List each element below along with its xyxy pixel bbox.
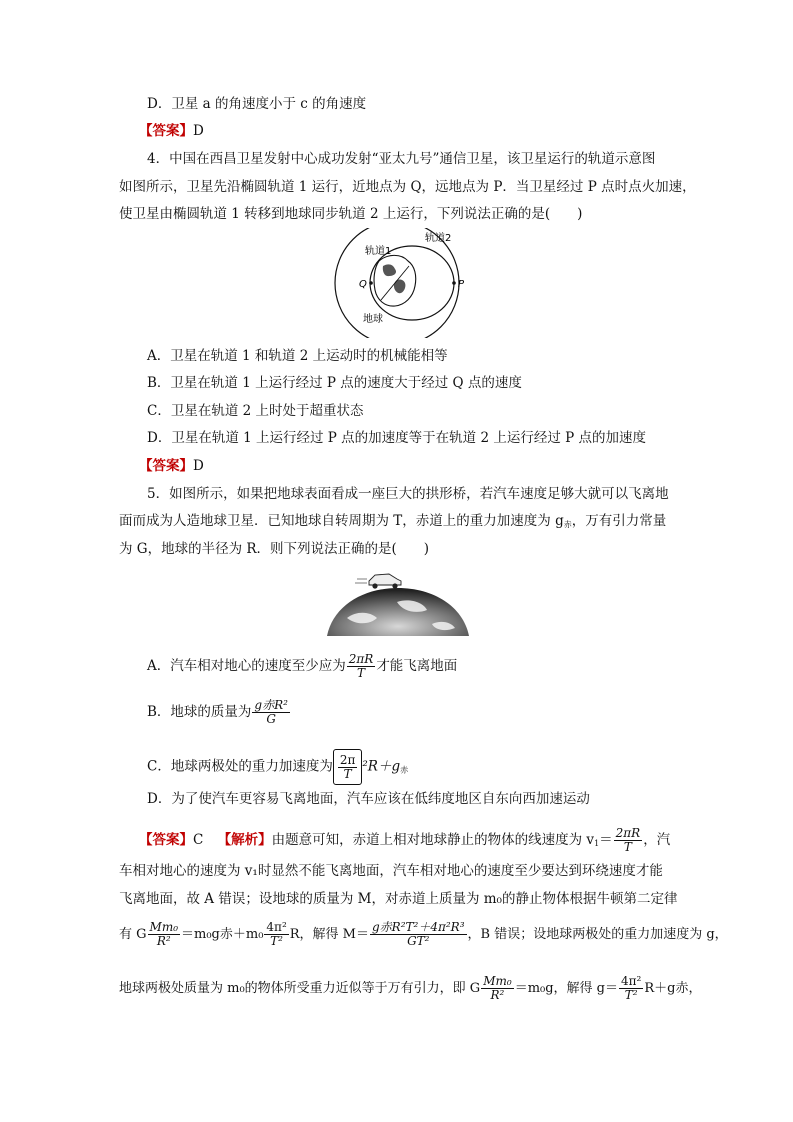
q5-option-b (147, 697, 291, 727)
orbit-2-label: 轨道2 (425, 233, 452, 244)
analysis-text: ＝m₀g赤＋m₀ (181, 927, 264, 942)
fraction-denominator: T² (270, 934, 283, 948)
q3-answer-line (139, 122, 204, 140)
fraction-numerator: 2πR (615, 826, 641, 840)
fraction (338, 754, 358, 781)
q5-stem-line-1: 5．如图所示，如果把地球表面看成一座巨大的拱形桥，若汽车速度足够大就可以飞离地 (147, 486, 669, 502)
paren-group (333, 749, 363, 785)
fraction-numerator: g赤R²T²＋4π²R³ (372, 920, 465, 934)
fraction (370, 921, 467, 948)
fraction-numerator: g赤R² (254, 698, 288, 712)
q4-option-d: D．卫星在轨道 1 上运行经过 P 点的加速度等于在轨道 2 上运行经过 P 点的加速度 (147, 430, 646, 446)
q5-stem-line-3: 为 G，地球的半径为 R．则下列说法正确的是( ) (119, 541, 430, 557)
fraction (614, 827, 643, 854)
fraction-denominator: T (623, 840, 632, 854)
q4-stem-line-3: 使卫星由椭圆轨道 1 转移到地球同步轨道 2 上运行，下列说法正确的是( ) (119, 206, 583, 222)
analysis-text: R，解得 M＝ (289, 927, 369, 942)
fraction-denominator: R² (490, 988, 505, 1002)
q4-option-a: A．卫星在轨道 1 和轨道 2 上运动时的机械能相等 (147, 348, 448, 364)
fraction-numerator: 4π² (266, 920, 287, 934)
q5-analysis-line-5 (119, 972, 701, 1006)
q5-analysis-line-3: 飞离地面，故 A 错误；设地球的质量为 M，对赤道上质量为 m₀的静止物体根据牛顿第二定律 (119, 891, 678, 907)
answer-value: C (193, 832, 204, 848)
fraction-denominator: T² (624, 988, 638, 1002)
fraction-denominator: T (357, 666, 366, 680)
car-icon (355, 574, 401, 589)
option-a-text: A．汽车相对地心的速度至少应为 (147, 658, 346, 674)
earth-label: 地球 (363, 314, 383, 325)
q5-option-a (147, 651, 457, 681)
fraction-numerator: Mm₀ (483, 974, 512, 988)
answer-tag: 【答案】 (139, 832, 193, 848)
point-p (452, 281, 456, 285)
fraction-denominator: G (266, 712, 276, 726)
fraction-denominator: R² (156, 934, 171, 948)
analysis-text: 有 G (119, 927, 147, 942)
q5-option-d: D．为了使汽车更容易飞离地面，汽车应该在低纬度地区自东向西加速运动 (147, 791, 590, 807)
analysis-text: 地球两极处质量为 m₀的物体所受重力近似等于万有引力，即 G (119, 981, 481, 996)
orbit-1-label: 轨道1 (365, 246, 392, 257)
analysis-text: 由题意可知，赤道上相对地球静止的物体的线速度为 v (271, 832, 595, 848)
q5-stem-line-2 (119, 512, 666, 534)
fraction-numerator: 2πR (348, 652, 374, 666)
q5-stem-2a: 面而成为人造地球卫星．已知地球自转周期为 T，赤道上的重力加速度为 g (119, 513, 564, 529)
q5-answer-line (139, 825, 670, 859)
equals-sign: ＝ (599, 832, 613, 848)
q5-stem-2b: ，万有引力常量 (571, 513, 667, 529)
q4-answer-line (139, 457, 204, 475)
fraction-numerator: 2π (339, 753, 356, 767)
sub-chi: 赤 (400, 765, 409, 775)
fraction (481, 975, 513, 1002)
q5-option-c (147, 749, 408, 788)
point-q (369, 281, 373, 285)
earth-shape (374, 255, 416, 306)
fraction (619, 975, 643, 1002)
sub-chi: 赤 (563, 520, 572, 529)
fraction (264, 921, 288, 948)
analysis-tail: ，汽 (643, 832, 671, 848)
fraction-denominator: GT² (407, 934, 430, 948)
analysis-text: ，B 错误；设地球两极处的重力加速度为 g， (467, 927, 728, 942)
option-c-tail: ²R＋g (362, 758, 401, 775)
q5-analysis-line-2: 车相对地心的速度为 v₁时显然不能飞离地面，汽车相对地心的速度至少要达到环绕速度才能 (119, 863, 663, 879)
analysis-tag: 【解析】 (217, 832, 272, 848)
orbit-diagram (325, 228, 470, 338)
answer-tag: 【答案】 (139, 458, 193, 474)
fraction-denominator: T (343, 767, 352, 781)
q3-option-d: D．卫星 a 的角速度小于 c 的角速度 (147, 96, 367, 112)
q5-analysis-line-4 (119, 918, 728, 952)
option-b-text: B．地球的质量为 (147, 704, 252, 720)
q4-option-c: C．卫星在轨道 2 上时处于超重状态 (147, 403, 364, 419)
fraction-numerator: Mm₀ (149, 920, 179, 934)
fraction (148, 921, 180, 948)
analysis-text: R＋g赤， (644, 981, 702, 996)
q4-stem-line-2: 如图所示，卫星先沿椭圆轨道 1 运行，近地点为 Q，远地点为 P．当卫星经过 P 点时点火加速， (119, 179, 696, 195)
answer-tag: 【答案】 (139, 123, 193, 139)
analysis-text: ＝m₀g，解得 g＝ (514, 981, 619, 996)
q4-option-b: B．卫星在轨道 1 上运行经过 P 点的速度大于经过 Q 点的速度 (147, 375, 522, 391)
subscript: 1 (594, 839, 600, 848)
earth-car-image (327, 566, 469, 636)
fraction (252, 699, 290, 726)
q4-stem-line-1: 4．中国在西昌卫星发射中心成功发射“亚太九号”通信卫星，该卫星运行的轨道示意图 (147, 151, 656, 167)
p-label: P (458, 279, 465, 290)
answer-value: D (193, 123, 204, 139)
fraction-numerator: 4π² (621, 974, 642, 988)
answer-value: D (193, 458, 204, 474)
fraction (347, 653, 376, 680)
option-a-tail: 才能飞离地面 (376, 658, 458, 674)
option-c-text: C．地球两极处的重力加速度为 (147, 758, 333, 775)
q-label: Q (359, 279, 367, 290)
